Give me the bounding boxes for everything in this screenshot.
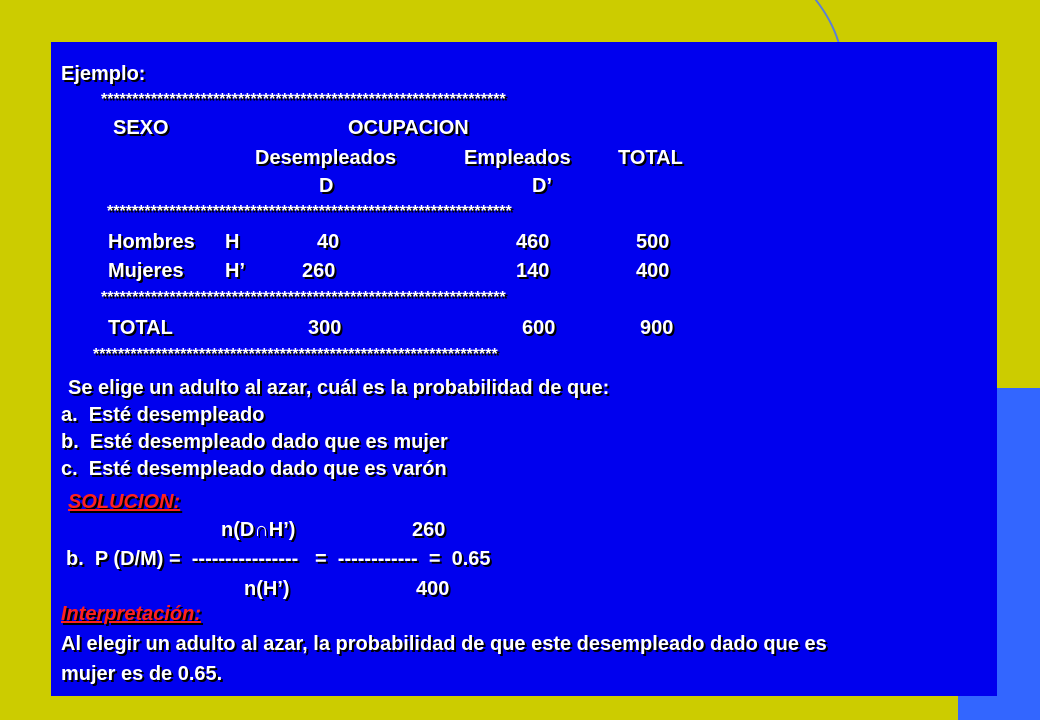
question-text: Se elige un adulto al azar, cuál es la probabilidad de que: bbox=[68, 377, 610, 399]
slide-title: Ejemplo: bbox=[61, 63, 146, 85]
symbol-d: D bbox=[319, 175, 334, 197]
column-desempleados: Desempleados bbox=[255, 147, 397, 169]
option-a: a. Esté desempleado bbox=[61, 404, 265, 426]
total-row-total: 900 bbox=[640, 317, 674, 339]
interpretation-line-2: mujer es de 0.65. bbox=[61, 663, 223, 685]
row-mujeres-empleados: 140 bbox=[516, 260, 550, 282]
row-hombres-label: Hombres bbox=[108, 231, 195, 253]
formula-denominator-value: 400 bbox=[416, 578, 450, 600]
formula-numerator-value: 260 bbox=[412, 519, 446, 541]
interpretation-line-1: Al elegir un adulto al azar, la probabilidad de que este desempleado dado que es bbox=[61, 633, 827, 655]
separator-line-3: ***************************************************************** bbox=[101, 289, 506, 306]
separator-line-2: ***************************************************************** bbox=[107, 203, 512, 220]
formula-equation: b. P (D/M) = ---------------- = ------------ = 0.65 bbox=[66, 548, 491, 570]
formula-denominator: n(H’) bbox=[244, 578, 290, 600]
slide-panel bbox=[51, 42, 997, 696]
header-ocupacion: OCUPACION bbox=[348, 117, 469, 139]
row-hombres-desempleados: 40 bbox=[317, 231, 340, 253]
formula-numerator: n(D∩H’) bbox=[221, 519, 296, 541]
total-row-empleados: 600 bbox=[522, 317, 556, 339]
total-row-label: TOTAL bbox=[108, 317, 173, 339]
row-mujeres-symbol: H’ bbox=[225, 260, 245, 282]
solution-label: SOLUCION: bbox=[68, 491, 181, 513]
row-mujeres-desempleados: 260 bbox=[302, 260, 336, 282]
option-c: c. Esté desempleado dado que es varón bbox=[61, 458, 447, 480]
row-hombres-empleados: 460 bbox=[516, 231, 550, 253]
interpretation-label: Interpretación: bbox=[61, 603, 202, 625]
row-hombres-symbol: H bbox=[225, 231, 240, 253]
separator-line-1: ***************************************************************** bbox=[101, 91, 506, 108]
symbol-d-prime: D’ bbox=[532, 175, 552, 197]
header-sexo: SEXO bbox=[113, 117, 169, 139]
row-hombres-total: 500 bbox=[636, 231, 670, 253]
separator-line-4: ***************************************************************** bbox=[93, 346, 498, 363]
row-mujeres-label: Mujeres bbox=[108, 260, 184, 282]
column-total: TOTAL bbox=[618, 147, 683, 169]
row-mujeres-total: 400 bbox=[636, 260, 670, 282]
option-b: b. Esté desempleado dado que es mujer bbox=[61, 431, 448, 453]
column-empleados: Empleados bbox=[464, 147, 571, 169]
total-row-desempleados: 300 bbox=[308, 317, 342, 339]
